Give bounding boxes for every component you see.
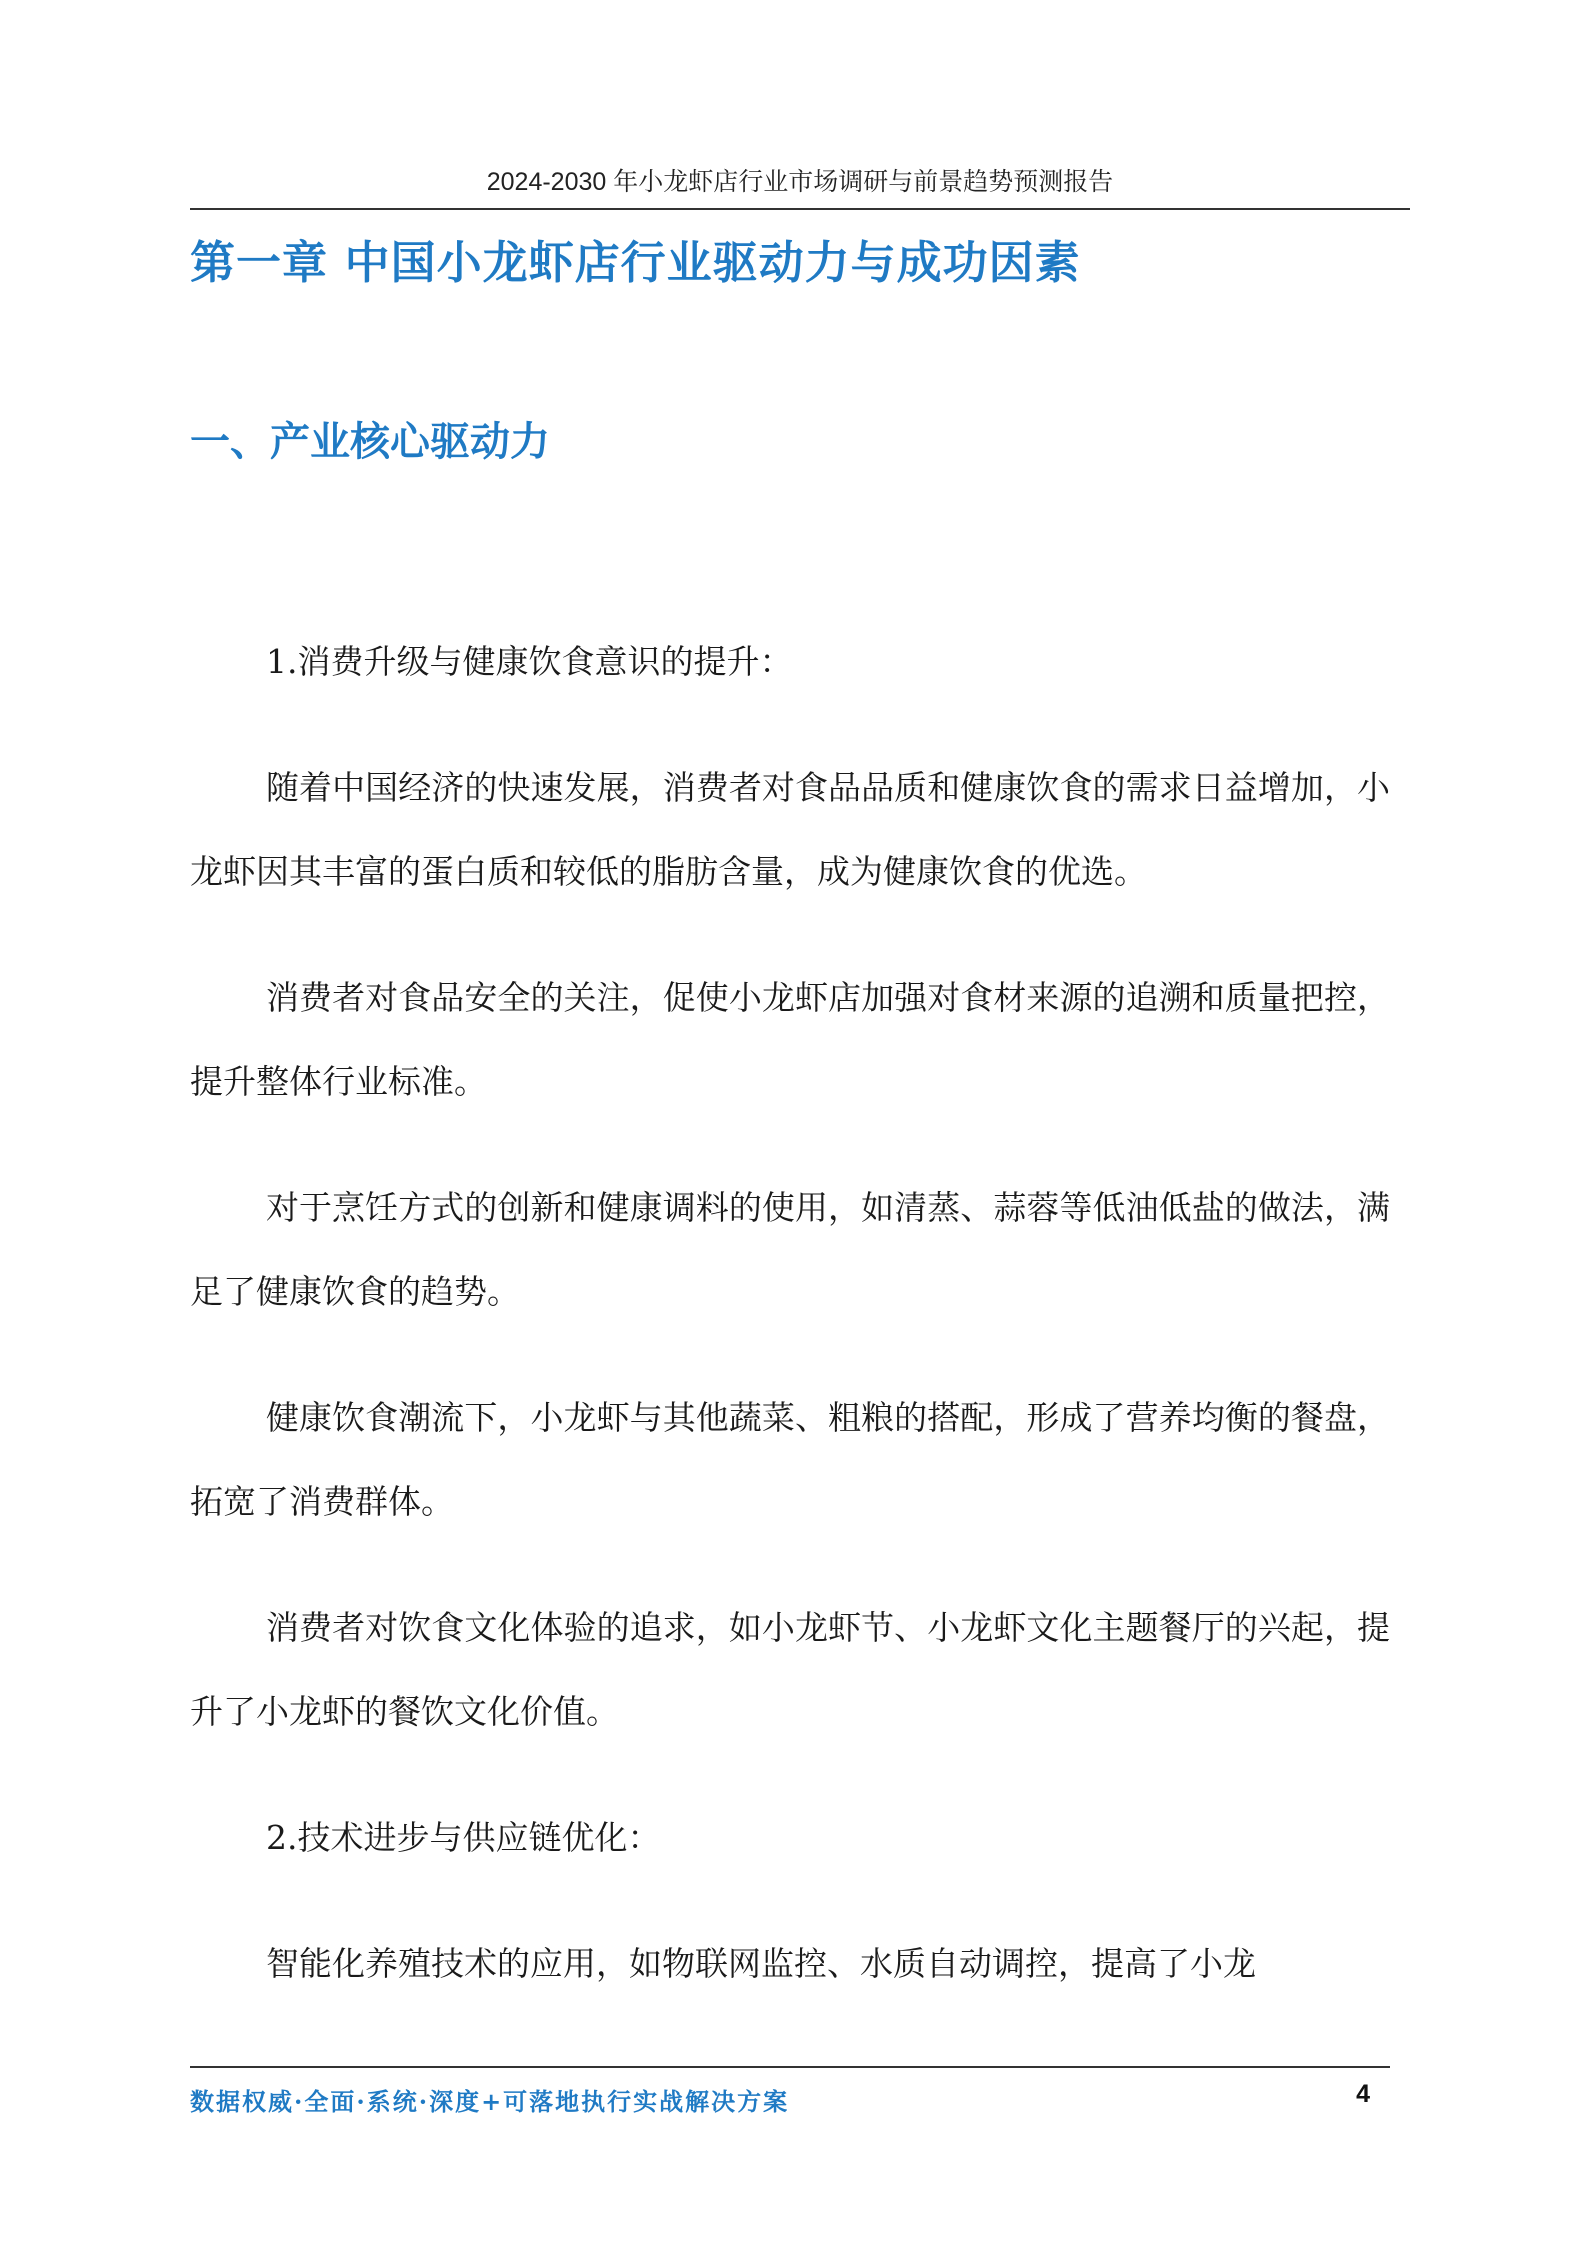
footer-slogan: 数据权威·全面·系统·深度+可落地执行实战解决方案 <box>190 2087 790 2116</box>
paragraph: 消费者对饮食文化体验的追求，如小龙虾节、小龙虾文化主题餐厅的兴起，提升了小龙虾的餐饮文化价值。 <box>190 1608 1390 1731</box>
running-header-title: 2024-2030 年小龙虾店行业市场调研与前景趋势预测报告 <box>486 168 1114 196</box>
paragraph: 随着中国经济的快速发展，消费者对食品品质和健康饮食的需求日益增加，小龙虾因其丰富的蛋白质和较低的脂肪含量，成为健康饮食的优选。 <box>190 768 1390 891</box>
header-divider <box>190 208 1410 210</box>
paragraph: 对于烹饪方式的创新和健康调料的使用，如清蒸、蒜蓉等低油低盐的做法，满足了健康饮食的趋势。 <box>190 1188 1390 1311</box>
paragraph: 智能化养殖技术的应用，如物联网监控、水质自动调控，提高了小龙 <box>266 1944 1256 1983</box>
chapter-title: 第一章 中国小龙虾店行业驱动力与成功因素 <box>190 236 1081 289</box>
section-title: 一、产业核心驱动力 <box>190 419 550 465</box>
footer-divider <box>190 2066 1390 2068</box>
page-number: 4 <box>1356 2080 1370 2108</box>
paragraph: 消费者对食品安全的关注，促使小龙虾店加强对食材来源的追溯和质量把控，提升整体行业标准。 <box>190 978 1390 1101</box>
body-content <box>190 620 1390 2006</box>
paragraph-subheading-1: 1.消费升级与健康饮食意识的提升： <box>266 642 793 681</box>
paragraph: 健康饮食潮流下，小龙虾与其他蔬菜、粗粮的搭配，形成了营养均衡的餐盘，拓宽了消费群体。 <box>190 1398 1390 1521</box>
paragraph-subheading-2: 2.技术进步与供应链优化： <box>266 1818 661 1857</box>
